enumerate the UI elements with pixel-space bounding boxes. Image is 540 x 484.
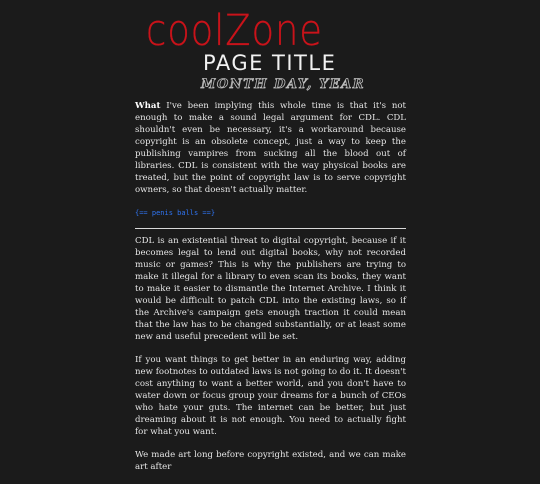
paragraph-1-text: I've been implying this whole time is that it's not enough to make a sound legal argument for CDL. CDL shouldn't even be necessary, it's a workaround because copyright is an obsolete concept, just a way to keep the publishing vampires from sucking all the blood out of libraries. CDL is consistent with the way physical books are treated, but the point of copyright law is to serve copyright owners, so that doesn't actually matter. xyxy=(135,101,406,195)
page-title: PAGE TITLE xyxy=(203,51,337,75)
paragraph-4: We made art long before copyright existed, and we can make art after xyxy=(135,450,406,472)
paragraph-3: If you want things to get better in an enduring way, adding new footnotes to outdated laws is not going to do it. It doesn't cost anything to want a better world, and you don't have to water down or focus group your dreams for a bunch of CEOs who hate your guts. The internet can be better, but just dreaming about it is not enough. You need to actually fight for what you want. xyxy=(135,355,406,437)
site-logo[interactable]: coolZone xyxy=(146,6,323,56)
divider xyxy=(135,228,406,229)
post-date: MONTH DAY, YEAR xyxy=(201,77,366,92)
break-link[interactable]: {== penis balls ==} xyxy=(135,209,216,217)
masthead xyxy=(0,0,540,100)
paragraph-2: CDL is an existential threat to digital copyright, because if it becomes legal to lend out digital books, why not recorded music or games? This is why the publishers are trying to make it illegal for a library to even scan its books, they want to make it easier to dismantle the Internet Archive. I think it would be difficult to patch CDL into the existing laws, so if the Archive's campaign gets enough traction it could mean that the law has to be changed substantially, or at least some new and useful precedent will be set. xyxy=(135,236,406,342)
article-body xyxy=(135,100,406,484)
paragraph-1 xyxy=(135,100,406,196)
lead-word: What xyxy=(135,101,161,111)
